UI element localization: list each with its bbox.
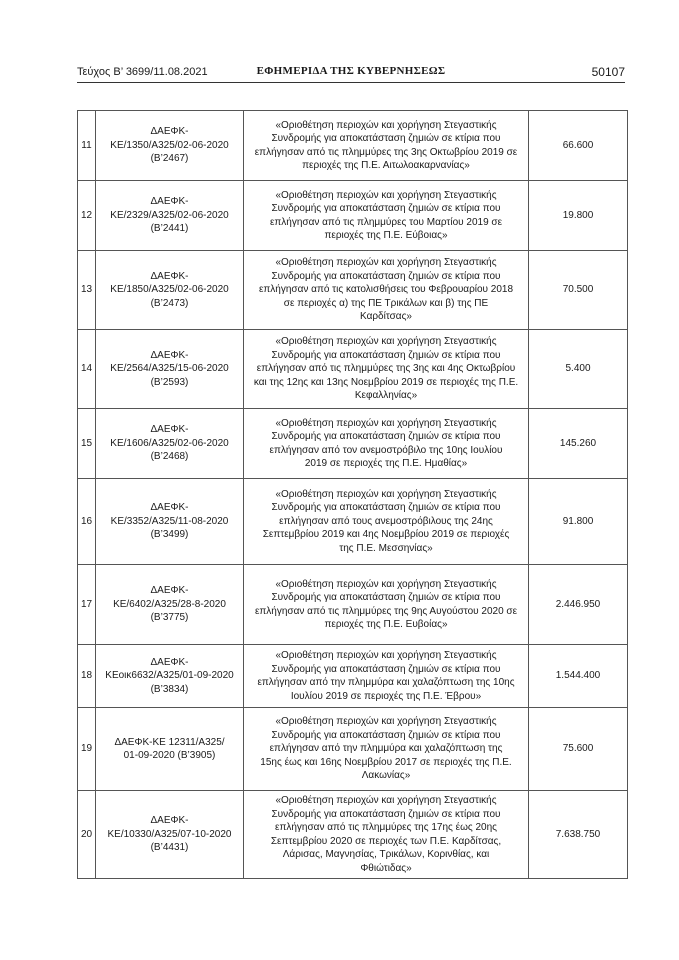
reference-line: ΔΑΕΦΚ- <box>150 502 189 514</box>
row-number: 17 <box>78 565 96 645</box>
description-line: επλήγησαν από τις πλημμύρες της 9ης Αυγούστου 2020 σε <box>254 605 518 617</box>
amount: 1.544.400 <box>529 645 628 708</box>
table-row <box>78 791 628 879</box>
table-row <box>78 181 628 251</box>
description-line: «Οριοθέτηση περιοχών και χορήγηση Στεγαστικής <box>275 257 497 269</box>
description-line: Συνδρομής για αποκατάσταση ζημιών σε κτίρια που <box>271 808 501 820</box>
description-line: περιοχές της Π.Ε. Ευβοίας» <box>324 619 448 630</box>
issue-number: Τεύχος Β’ 3699/11.08.2021 <box>77 66 208 78</box>
reference-line: ΚΕ/3352/Α325/11-08-2020 <box>110 515 229 527</box>
decision-description <box>244 565 529 645</box>
decision-description <box>244 181 529 251</box>
decision-reference <box>96 251 244 330</box>
description-line: Σεπτεμβρίου 2019 και 4ης Νοεμβρίου 2019 σε περιοχές <box>262 529 510 541</box>
amount: 70.500 <box>529 251 628 330</box>
reference-line: ΚΕ/1350/Α325/02-06-2020 <box>110 139 229 151</box>
description-line: Συνδρομής για αποκατάσταση ζημιών σε κτίρια που <box>271 729 501 741</box>
decision-description <box>244 330 529 409</box>
description-line: «Οριοθέτηση περιοχών και χορήγηση Στεγαστικής <box>275 650 497 661</box>
description-line: «Οριοθέτηση περιοχών και χορήγηση Στεγαστικής <box>275 336 497 348</box>
description-line: «Οριοθέτηση περιοχών και χορήγηση Στεγαστικής <box>275 189 497 201</box>
reference-line: ΔΑΕΦΚ- <box>150 815 189 827</box>
description-line: Κεφαλληνίας» <box>354 390 418 402</box>
gazette-title: ΕΦΗΜΕΡΙΔΑ ΤΗΣ ΚΥΒΕΡΝΗΣΕΩΣ <box>256 65 446 77</box>
reference-line: ΚΕ/2564/Α325/15-06-2020 <box>110 363 229 375</box>
description-line: επλήγησαν από τις πλημμύρες της 3ης Οκτωβρίου 2019 σε <box>254 146 518 158</box>
table-row <box>78 565 628 645</box>
description-line: περιοχές της Π.Ε. Εύβοιας» <box>324 230 448 241</box>
decision-reference <box>96 181 244 251</box>
reference-line: (Β’3834) <box>150 683 189 695</box>
description-line: Συνδρομής για αποκατάσταση ζημιών σε κτίρια που <box>271 133 501 144</box>
row-number: 19 <box>78 708 96 791</box>
decisions-table <box>77 110 628 879</box>
reference-line: ΚΕ/2329/Α325/02-06-2020 <box>110 209 229 221</box>
description-line: Συνδρομής για αποκατάσταση ζημιών σε κτίρια που <box>271 270 501 282</box>
reference-line: 01-09-2020 (Β’3905) <box>123 750 216 761</box>
reference-line: ΔΑΕΦΚ- <box>150 424 189 436</box>
description-line: Συνδρομής για αποκατάσταση ζημιών σε κτίρια που <box>271 663 501 675</box>
decision-description <box>244 708 529 791</box>
description-line: επλήγησαν από τις πλημμύρες του Μαρτίου 2019 σε <box>269 216 503 228</box>
reference-line: (Β’2473) <box>150 297 189 309</box>
description-line: Συνδρομής για αποκατάσταση ζημιών σε κτίρια που <box>271 349 501 361</box>
description-line: «Οριοθέτηση περιοχών και χορήγηση Στεγαστικής <box>275 578 497 590</box>
amount: 91.800 <box>529 479 628 565</box>
amount: 75.600 <box>529 708 628 791</box>
decision-reference <box>96 111 244 181</box>
description-line: επλήγησαν από την πλημμύρα και χαλαζόπτωση της <box>269 743 503 755</box>
description-line: Λάρισας, Μαγνησίας, Τρικάλων, Κορινθίας, και <box>282 849 490 860</box>
decision-reference <box>96 330 244 409</box>
decision-description <box>244 645 529 708</box>
decision-description <box>244 409 529 479</box>
amount: 66.600 <box>529 111 628 181</box>
description-line: περιοχές της Π.Ε. Αιτωλοακαρνανίας» <box>302 160 470 171</box>
table-row <box>78 330 628 409</box>
decision-reference <box>96 791 244 879</box>
reference-line: ΚΕ/6402/Α325/28-8-2020 <box>113 598 226 610</box>
description-line: Φθιώτιδας» <box>360 862 412 874</box>
reference-line: (Β’2441) <box>150 223 189 235</box>
amount: 145.260 <box>529 409 628 479</box>
description-line: επλήγησαν από τον ανεμοστρόβιλο της 10ης Ιουλίου <box>269 444 503 456</box>
decision-description <box>244 111 529 181</box>
description-line: Ιουλίου 2019 σε περιοχές της Π.Ε. Έβρου» <box>290 690 482 702</box>
reference-line: ΔΑΕΦΚ- <box>150 126 189 138</box>
reference-line: ΔΑΕΦΚ- <box>150 585 189 597</box>
description-line: Σεπτεμβρίου 2020 σε περιοχές των Π.Ε. Καρδίτσας, <box>270 835 502 847</box>
reference-line: ΚΕ/1606/Α325/02-06-2020 <box>110 437 229 449</box>
row-number: 12 <box>78 181 96 251</box>
description-line: Συνδρομής για αποκατάσταση ζημιών σε κτίρια που <box>271 502 501 514</box>
description-line: Συνδρομής για αποκατάσταση ζημιών σε κτίρια που <box>271 592 501 603</box>
row-number: 15 <box>78 409 96 479</box>
description-line: της Π.Ε. Μεσσηνίας» <box>339 542 433 554</box>
description-line: «Οριοθέτηση περιοχών και χορήγηση Στεγαστικής <box>275 716 497 728</box>
reference-line: ΔΑΕΦΚ-ΚΕ 12311/Α325/ <box>114 736 225 748</box>
table-row <box>78 479 628 565</box>
description-line: «Οριοθέτηση περιοχών και χορήγηση Στεγαστικής <box>275 795 497 806</box>
row-number: 16 <box>78 479 96 565</box>
description-line: 15ης έως και 16ης Νοεμβρίου 2017 σε περιοχές της Π.Ε. <box>260 756 512 768</box>
description-line: 2019 σε περιοχές της Π.Ε. Ημαθίας» <box>304 458 468 469</box>
row-number: 13 <box>78 251 96 330</box>
row-number: 20 <box>78 791 96 879</box>
row-number: 18 <box>78 645 96 708</box>
description-line: Συνδρομής για αποκατάσταση ζημιών σε κτίρια που <box>271 431 501 442</box>
reference-line: ΔΑΕΦΚ- <box>150 349 189 361</box>
decision-reference <box>96 565 244 645</box>
description-line: σε περιοχές α) της ΠΕ Τρικάλων και β) της ΠΕ <box>283 297 489 309</box>
description-line: «Οριοθέτηση περιοχών και χορήγηση Στεγαστικής <box>275 417 497 429</box>
description-line: και της 12ης και 13ης Νοεμβρίου 2019 σε περιοχές της Π.Ε. <box>253 376 519 388</box>
description-line: επλήγησαν από τις πλημμύρες της 17ης έως 20ης <box>275 822 497 833</box>
amount: 5.400 <box>529 330 628 409</box>
reference-line: (Β’3499) <box>150 529 189 541</box>
decision-reference <box>96 409 244 479</box>
reference-line: ΚΕοικ6632/Α325/01-09-2020 <box>105 670 234 682</box>
page-number: 50107 <box>591 65 625 79</box>
amount: 19.800 <box>529 181 628 251</box>
decision-description <box>244 251 529 330</box>
decision-reference <box>96 479 244 565</box>
table-row <box>78 708 628 791</box>
description-line: επλήγησαν από τις πλημμύρες της 3ης και 4ης Οκτωβρίου <box>256 363 516 375</box>
page-header <box>77 60 625 83</box>
description-line: Καρδίτσας» <box>360 311 412 323</box>
reference-line: ΔΑΕΦΚ- <box>150 270 189 282</box>
table-row <box>78 251 628 330</box>
row-number: 11 <box>78 111 96 181</box>
reference-line: (Β’3775) <box>150 612 189 624</box>
reference-line: (Β’2468) <box>150 451 189 463</box>
description-line: «Οριοθέτηση περιοχών και χορήγηση Στεγαστικής <box>275 488 497 500</box>
reference-line: ΚΕ/10330/Α325/07-10-2020 <box>107 828 232 840</box>
table-row <box>78 111 628 181</box>
description-line: Λακωνίας» <box>361 770 411 782</box>
table-row <box>78 645 628 708</box>
reference-line: ΔΑΕΦΚ- <box>150 656 189 668</box>
reference-line: (Β’2467) <box>150 153 189 165</box>
decision-reference <box>96 708 244 791</box>
description-line: επλήγησαν από την πλημμύρα και χαλαζόπτωση της 10ης <box>257 677 515 688</box>
table-body <box>78 111 628 879</box>
description-line: επλήγησαν από τους ανεμοστρόβιλους της 24ης <box>279 515 493 527</box>
reference-line: (Β’4431) <box>150 842 189 854</box>
decision-reference <box>96 645 244 708</box>
table-row <box>78 409 628 479</box>
description-line: επλήγησαν από τις κατολισθήσεις του Φεβρουαρίου 2018 <box>258 284 514 296</box>
reference-line: (Β’2593) <box>150 376 189 388</box>
amount: 7.638.750 <box>529 791 628 879</box>
decision-description <box>244 791 529 879</box>
reference-line: ΔΑΕΦΚ- <box>150 196 189 208</box>
description-line: Συνδρομής για αποκατάσταση ζημιών σε κτίρια που <box>271 203 501 214</box>
amount: 2.446.950 <box>529 565 628 645</box>
row-number: 14 <box>78 330 96 409</box>
description-line: «Οριοθέτηση περιοχών και χορήγηση Στεγαστικής <box>275 119 497 131</box>
decision-description <box>244 479 529 565</box>
reference-line: ΚΕ/1850/Α325/02-06-2020 <box>110 284 229 296</box>
